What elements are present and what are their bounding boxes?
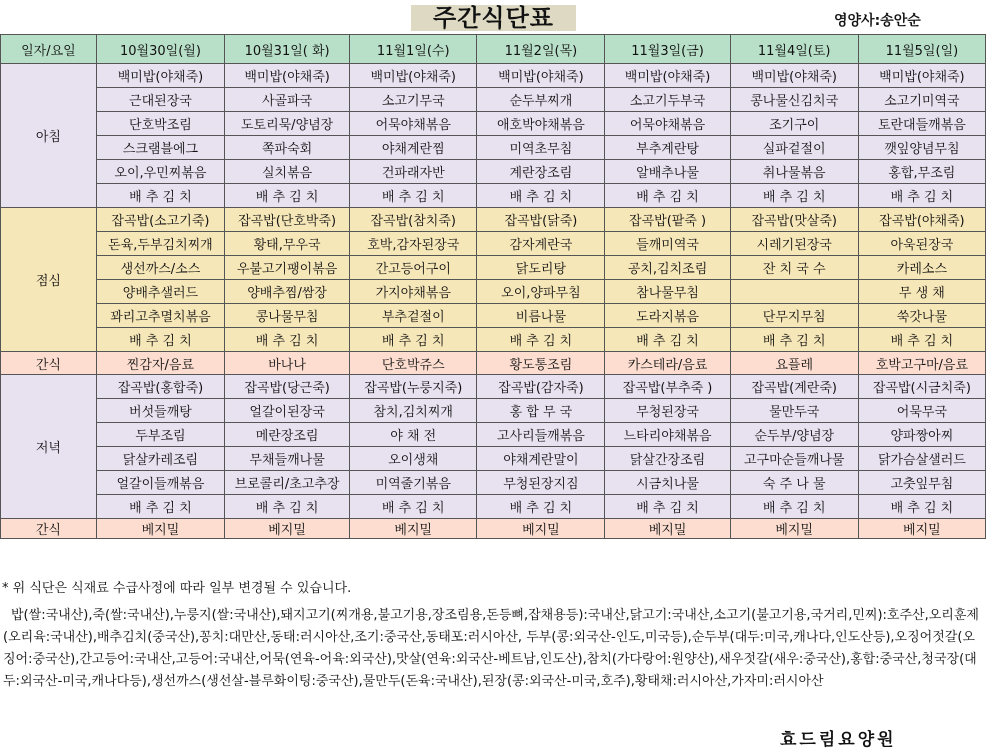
menu-cell: 잡곡밥(누룽지죽) <box>350 375 477 399</box>
menu-cell: 호박,감자된장국 <box>350 232 477 256</box>
dinner-row <box>1 399 986 423</box>
menu-cell: 쪽파숙회 <box>225 136 350 160</box>
menu-cell: 순두부찌개 <box>477 88 605 112</box>
snack-cell: 요플레 <box>730 352 858 375</box>
menu-cell: 어묵야채볶음 <box>350 112 477 136</box>
menu-cell: 배 추 김 치 <box>730 328 858 352</box>
snack-cell: 베지밀 <box>858 519 985 539</box>
menu-cell: 시레기된장국 <box>730 232 858 256</box>
menu-cell: 얼갈이된장국 <box>225 399 350 423</box>
menu-cell: 간고등어구이 <box>350 256 477 280</box>
snack-cell: 베지밀 <box>350 519 477 539</box>
breakfast-row <box>1 88 986 112</box>
lunch-row <box>1 208 986 232</box>
menu-cell: 버섯들깨탕 <box>96 399 224 423</box>
menu-cell: 야채계란말이 <box>477 447 605 471</box>
menu-cell: 두부조림 <box>96 423 224 447</box>
menu-cell: 배 추 김 치 <box>730 184 858 208</box>
menu-cell: 배 추 김 치 <box>858 184 985 208</box>
menu-cell: 닭살간장조림 <box>605 447 730 471</box>
breakfast-row <box>1 136 986 160</box>
menu-cell: 콩나물무침 <box>225 304 350 328</box>
menu-cell: 단호박조림 <box>96 112 224 136</box>
snack-cell: 호박고구마/음료 <box>858 352 985 375</box>
snack-cell: 베지밀 <box>225 519 350 539</box>
snack-row <box>1 519 986 539</box>
lunch-row <box>1 256 986 280</box>
menu-cell: 비름나물 <box>477 304 605 328</box>
menu-cell: 공치,김치조림 <box>605 256 730 280</box>
lunch-label: 점심 <box>1 208 97 352</box>
menu-cell: 무채들깨나물 <box>225 447 350 471</box>
menu-cell: 무청된장지짐 <box>477 471 605 495</box>
menu-cell: 고구마순들깨나물 <box>730 447 858 471</box>
menu-cell: 오이,양파무침 <box>477 280 605 304</box>
menu-cell: 배 추 김 치 <box>96 495 224 519</box>
menu-cell: 취나물볶음 <box>730 160 858 184</box>
facility-name: 효드림요양원 <box>780 730 897 750</box>
menu-cell: 카레소스 <box>858 256 985 280</box>
day-header: 10월31일( 화) <box>225 35 350 64</box>
menu-cell: 배 추 김 치 <box>225 184 350 208</box>
menu-cell: 양배추찜/쌈장 <box>225 280 350 304</box>
day-header: 10월30일(월) <box>96 35 224 64</box>
menu-cell: 근대된장국 <box>96 88 224 112</box>
menu-cell: 잡곡밥(홍합죽) <box>96 375 224 399</box>
day-header: 11월3일(금) <box>605 35 730 64</box>
menu-cell: 도라지볶음 <box>605 304 730 328</box>
breakfast-row <box>1 112 986 136</box>
menu-cell: 무청된장국 <box>605 399 730 423</box>
menu-cell: 배 추 김 치 <box>350 495 477 519</box>
dietitian-name: 영양사:송안순 <box>834 13 921 29</box>
menu-cell: 양파짱아찌 <box>858 423 985 447</box>
menu-cell: 부추겉절이 <box>350 304 477 328</box>
menu-cell: 잡곡밥(닭죽) <box>477 208 605 232</box>
menu-cell: 단무지무침 <box>730 304 858 328</box>
lunch-row <box>1 280 986 304</box>
dinner-row <box>1 447 986 471</box>
snack-cell: 황도통조림 <box>477 352 605 375</box>
menu-cell: 애호박야채볶음 <box>477 112 605 136</box>
menu-cell: 백미밥(야채죽) <box>730 64 858 88</box>
menu-cell: 황태,무우국 <box>225 232 350 256</box>
menu-cell: 느타리야채볶음 <box>605 423 730 447</box>
day-header: 11월1일(수) <box>350 35 477 64</box>
menu-cell: 오이,우민찌볶음 <box>96 160 224 184</box>
menu-cell: 배 추 김 치 <box>350 328 477 352</box>
menu-cell: 도토리묵/양념장 <box>225 112 350 136</box>
menu-cell: 실치볶음 <box>225 160 350 184</box>
menu-cell: 참치,김치찌개 <box>350 399 477 423</box>
snack-cell: 베지밀 <box>96 519 224 539</box>
menu-cell: 계란장조림 <box>477 160 605 184</box>
menu-cell: 닭도리탕 <box>477 256 605 280</box>
menu-cell: 쑥갓나물 <box>858 304 985 328</box>
menu-cell: 감자계란국 <box>477 232 605 256</box>
menu-cell: 부추계란탕 <box>605 136 730 160</box>
menu-cell: 잡곡밥(야채죽) <box>858 208 985 232</box>
change-notice: * 위 식단은 식재료 수급사정에 따라 일부 변경될 수 있습니다. <box>2 581 352 596</box>
menu-cell: 알배추나물 <box>605 160 730 184</box>
menu-cell: 백미밥(야채죽) <box>225 64 350 88</box>
menu-cell: 어묵야채볶음 <box>605 112 730 136</box>
day-header: 11월5일(일) <box>858 35 985 64</box>
menu-cell: 콩나물신김치국 <box>730 88 858 112</box>
snack-row <box>1 352 986 375</box>
menu-cell: 돈육,두부김치찌개 <box>96 232 224 256</box>
menu-cell: 백미밥(야채죽) <box>350 64 477 88</box>
menu-cell: 잡곡밥(팥죽 ) <box>605 208 730 232</box>
menu-cell: 미역초무침 <box>477 136 605 160</box>
menu-cell: 아욱된장국 <box>858 232 985 256</box>
menu-cell: 배 추 김 치 <box>605 328 730 352</box>
menu-cell: 고사리들깨볶음 <box>477 423 605 447</box>
menu-cell: 배 추 김 치 <box>477 495 605 519</box>
menu-cell: 스크램블에그 <box>96 136 224 160</box>
menu-cell: 백미밥(야채죽) <box>605 64 730 88</box>
menu-cell: 배 추 김 치 <box>96 184 224 208</box>
menu-cell: 양배추샐러드 <box>96 280 224 304</box>
corner-cell: 일자/요일 <box>1 35 97 64</box>
breakfast-row <box>1 184 986 208</box>
menu-cell: 잡곡밥(맛살죽) <box>730 208 858 232</box>
menu-cell: 어묵무국 <box>858 399 985 423</box>
snack-label: 간식 <box>1 352 97 375</box>
dinner-row <box>1 375 986 399</box>
menu-cell: 미역줄기볶음 <box>350 471 477 495</box>
menu-cell: 잔 치 국 수 <box>730 256 858 280</box>
menu-cell: 소고기두부국 <box>605 88 730 112</box>
menu-cell: 물만두국 <box>730 399 858 423</box>
snack-cell: 카스테라/음료 <box>605 352 730 375</box>
menu-cell: 숙 주 나 물 <box>730 471 858 495</box>
menu-cell: 배 추 김 치 <box>605 184 730 208</box>
breakfast-row <box>1 160 986 184</box>
menu-cell: 배 추 김 치 <box>858 328 985 352</box>
weekly-menu-table <box>0 34 986 539</box>
menu-cell: 잡곡밥(계란죽) <box>730 375 858 399</box>
menu-cell: 가지야채볶음 <box>350 280 477 304</box>
snack-cell: 바나나 <box>225 352 350 375</box>
snack-cell: 단호박쥬스 <box>350 352 477 375</box>
title-bar <box>0 0 986 34</box>
menu-cell: 메란장조림 <box>225 423 350 447</box>
menu-cell: 꽈리고추멸치볶음 <box>96 304 224 328</box>
menu-cell: 배 추 김 치 <box>477 328 605 352</box>
menu-cell: 들깨미역국 <box>605 232 730 256</box>
menu-cell: 조기구이 <box>730 112 858 136</box>
lunch-row <box>1 304 986 328</box>
origin-info: 밥(쌀:국내산),죽(쌀:국내산),누룽지(쌀:국내산),돼지고기(찌개용,불고기용,장조림용,돈등뼈,잡채용등):국내산,닭고기:국내산,소고기(불고기용,국거리,민찌):호주산,오리훈제(오리육:국내산),배추김치(중국산),꽁치:대만산,동태:러시아산,조기:중국산,동태포:러시아산, 두부(콩:외국산-인도,미국등),순두부(대두:미국,캐나다,인도산등),오징어젓갈(오징어:중국산),간고등어:국내산,고등어:국내산,어묵(연육-어육:외국산),맛살(연육:외국산-베트남,인도산),참치(가다랑어:원양산),새우젓갈(새우:중국산),홍합:중국산,청국장(대두:외국산-미국,캐나다등),생선까스(생선살-블루화이팅:중국산),물만두(돈육:국내산),된장(콩:외국산-미국,호주),황태채:러시아산,가자미:러시아산 <box>3 608 979 689</box>
snack-cell: 찐감자/음료 <box>96 352 224 375</box>
menu-cell: 깻잎양념무침 <box>858 136 985 160</box>
menu-cell: 무 생 채 <box>858 280 985 304</box>
menu-cell: 백미밥(야채죽) <box>858 64 985 88</box>
menu-cell: 브로콜리/초고추장 <box>225 471 350 495</box>
dinner-row <box>1 423 986 447</box>
menu-cell: 배 추 김 치 <box>858 495 985 519</box>
day-header: 11월4일(토) <box>730 35 858 64</box>
menu-cell: 배 추 김 치 <box>605 495 730 519</box>
menu-cell: 참나물무침 <box>605 280 730 304</box>
menu-cell: 건파래자반 <box>350 160 477 184</box>
menu-cell: 토란대들깨볶음 <box>858 112 985 136</box>
menu-cell: 잡곡밥(시금치죽) <box>858 375 985 399</box>
menu-cell: 오이생채 <box>350 447 477 471</box>
snack-cell: 베지밀 <box>477 519 605 539</box>
menu-cell: 잡곡밥(감자죽) <box>477 375 605 399</box>
page-title: 주간식단표 <box>433 4 554 32</box>
menu-cell: 닭살카레조림 <box>96 447 224 471</box>
menu-cell: 잡곡밥(단호박죽) <box>225 208 350 232</box>
dinner-row <box>1 471 986 495</box>
menu-cell: 시금치나물 <box>605 471 730 495</box>
menu-cell: 우불고기팽이볶음 <box>225 256 350 280</box>
menu-cell: 배 추 김 치 <box>730 495 858 519</box>
day-header: 11월2일(목) <box>477 35 605 64</box>
menu-cell: 고춧잎무침 <box>858 471 985 495</box>
lunch-row <box>1 232 986 256</box>
menu-cell: 실파겉절이 <box>730 136 858 160</box>
menu-cell <box>730 280 858 304</box>
header-row <box>1 35 986 64</box>
menu-cell: 잡곡밥(당근죽) <box>225 375 350 399</box>
menu-cell: 닭가슴살샐러드 <box>858 447 985 471</box>
snack-cell: 베지밀 <box>605 519 730 539</box>
menu-cell: 홍 합 무 국 <box>477 399 605 423</box>
menu-cell: 순두부/양념장 <box>730 423 858 447</box>
menu-cell: 배 추 김 치 <box>350 184 477 208</box>
menu-cell: 야채계란찜 <box>350 136 477 160</box>
menu-cell: 백미밥(야채죽) <box>96 64 224 88</box>
menu-cell: 사골파국 <box>225 88 350 112</box>
menu-cell: 잡곡밥(참치죽) <box>350 208 477 232</box>
menu-cell: 소고기무국 <box>350 88 477 112</box>
menu-cell: 배 추 김 치 <box>225 328 350 352</box>
menu-cell: 생선까스/소스 <box>96 256 224 280</box>
dinner-row <box>1 495 986 519</box>
dinner-label: 저녁 <box>1 375 97 519</box>
menu-cell: 홍합,무조림 <box>858 160 985 184</box>
menu-cell: 얼갈이들깨볶음 <box>96 471 224 495</box>
snack-cell: 베지밀 <box>730 519 858 539</box>
menu-cell: 잡곡밥(부추죽 ) <box>605 375 730 399</box>
snack-label: 간식 <box>1 519 97 539</box>
menu-cell: 소고기미역국 <box>858 88 985 112</box>
breakfast-label: 아침 <box>1 64 97 208</box>
breakfast-row <box>1 64 986 88</box>
menu-cell: 배 추 김 치 <box>96 328 224 352</box>
menu-cell: 배 추 김 치 <box>225 495 350 519</box>
menu-cell: 백미밥(야채죽) <box>477 64 605 88</box>
menu-cell: 잡곡밥(소고기죽) <box>96 208 224 232</box>
menu-cell: 배 추 김 치 <box>477 184 605 208</box>
menu-cell: 야 채 전 <box>350 423 477 447</box>
lunch-row <box>1 328 986 352</box>
